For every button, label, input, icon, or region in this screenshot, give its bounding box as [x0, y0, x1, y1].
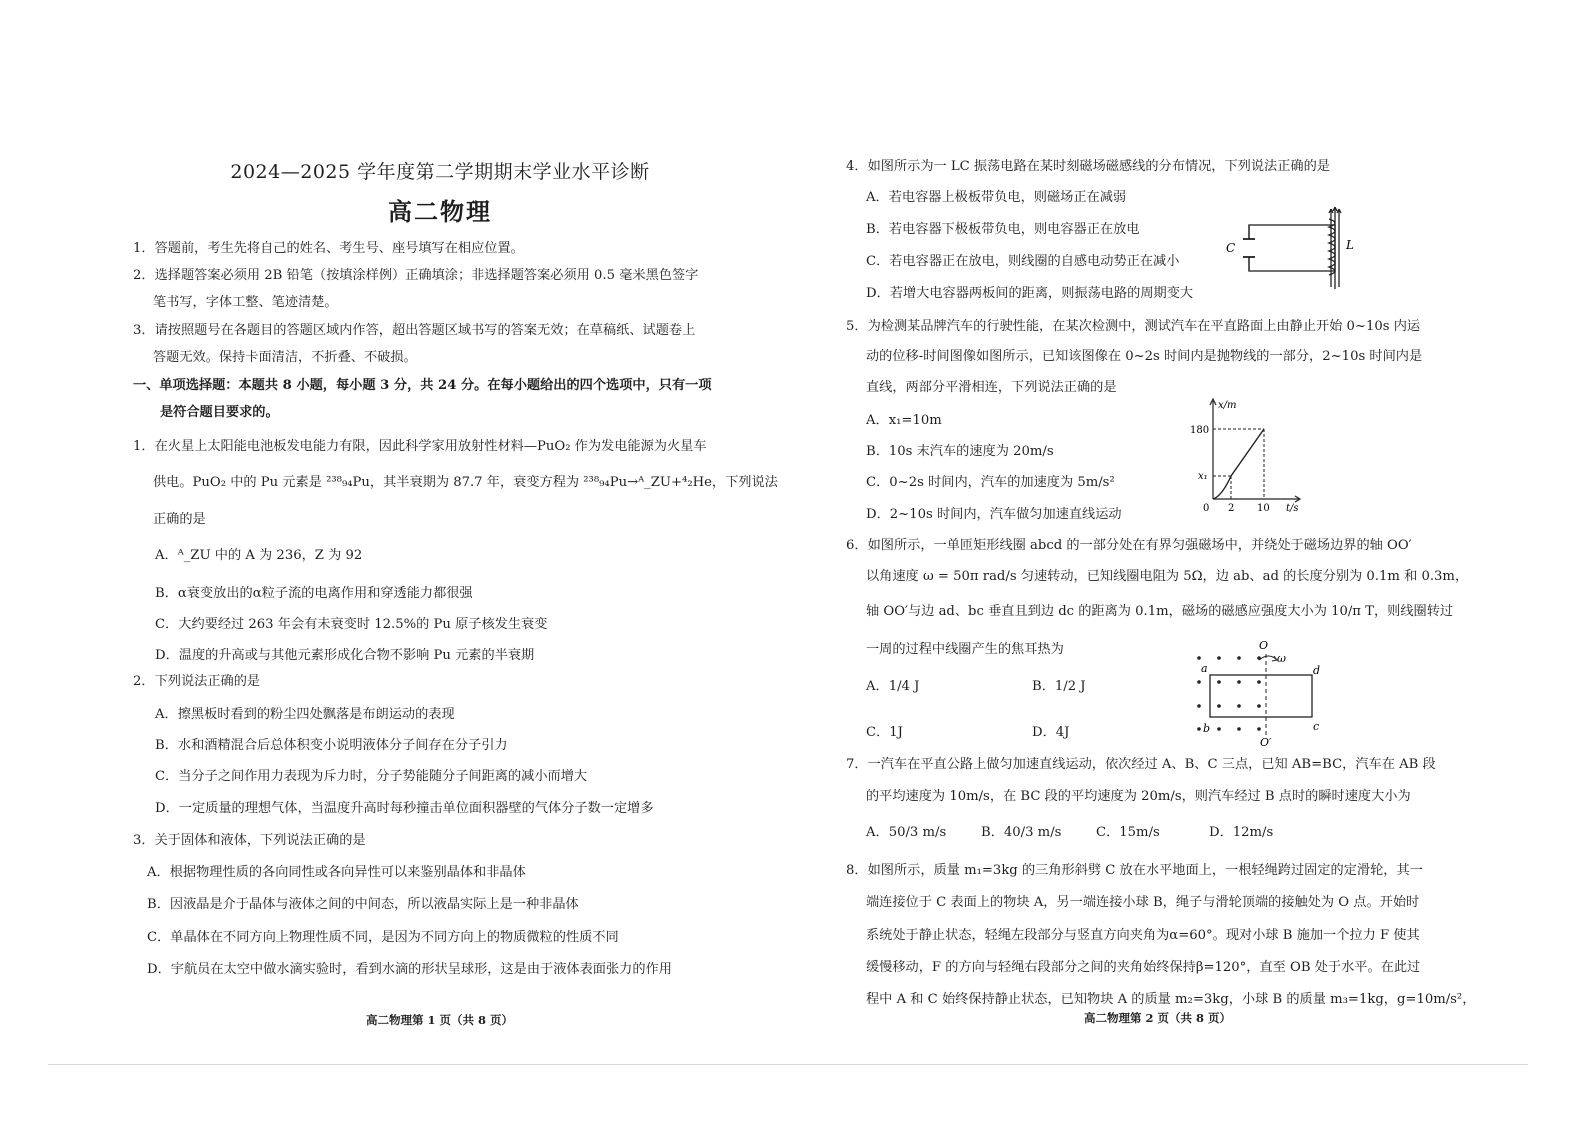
q5-stem-1: 5．为检测某品牌汽车的行驶性能，在某次检测中，测试汽车在平直路面上由静止开始 0~10s 内运: [846, 319, 1421, 334]
coil-figure: [1189, 638, 1329, 750]
section-heading-cont: 是符合题目要求的。: [160, 405, 279, 420]
xt-graph-figure: [1189, 395, 1304, 513]
corner-d-label: d: [1313, 664, 1321, 677]
q3-option-b: B．因液晶是介于晶体与液体之间的中间态，所以液晶实际上是一种非晶体: [147, 897, 579, 912]
graph-x-10: 10: [1257, 503, 1270, 513]
q8-stem-4: 缓慢移动，F 的方向与轻绳右段部分之间的夹角始终保持β=120°，直至 OB 处于水平。在此过: [866, 960, 1421, 975]
graph-origin: 0: [1203, 503, 1210, 513]
lc-circuit-figure: [1224, 205, 1374, 295]
q7-option-a: A．50/3 m/s: [866, 825, 947, 840]
q1-option-a: A．ᴬ_ZU 中的 A 为 236，Z 为 92: [155, 548, 363, 563]
q1-option-b: B．α衰变放出的α粒子流的电离作用和穿透能力都很强: [155, 586, 473, 601]
q6-stem-2: 以角速度 ω = 50π rad/s 匀速转动，已知线圈电阻为 5Ω，边 ab、ad 的长度分别为 0.1m 和 0.3m，: [866, 569, 1469, 584]
q1-option-c: C．大约要经过 263 年会有未衰变时 12.5%的 Pu 原子核发生衰变: [155, 617, 548, 632]
note-2: 2．选择题答案必须用 2B 铅笔（按填涂样例）正确填涂；非选择题答案必须用 0.5 毫米黑色签字: [133, 268, 699, 283]
q2-option-b: B．水和酒精混合后总体积变小说明液体分子间存在分子引力: [155, 738, 508, 753]
q6-option-d: D．4J: [1032, 725, 1070, 740]
section-heading: 一、单项选择题：本题共 8 小题，每小题 3 分，共 24 分。在每小题给出的四个选项中，只有一项: [133, 378, 712, 393]
omega-label: ω: [1277, 652, 1286, 665]
axis-o-label: O: [1259, 639, 1269, 652]
q2-option-c: C．当分子之间作用力表现为斥力时，分子势能随分子间距离的减小而增大: [155, 769, 588, 784]
q3-stem: 3．关于固体和液体，下列说法正确的是: [133, 833, 366, 848]
graph-y-x1: x₁: [1198, 471, 1208, 482]
q5-option-d: D．2~10s 时间内，汽车做匀加速直线运动: [866, 507, 1122, 522]
capacitor-label: C: [1226, 241, 1236, 255]
q5-option-b: B．10s 末汽车的速度为 20m/s: [866, 444, 1054, 459]
axis-o-prime-label: O′: [1260, 736, 1272, 749]
q2-stem: 2．下列说法正确的是: [133, 674, 261, 689]
inductor-label: L: [1346, 238, 1354, 252]
q7-option-b: B．40/3 m/s: [981, 825, 1062, 840]
note-1: 1．答题前，考生先将自己的姓名、考生号、座号填写在相应位置。: [133, 241, 524, 256]
corner-a-label: a: [1201, 662, 1208, 675]
q6-stem-4: 一周的过程中线圈产生的焦耳热为: [866, 642, 1064, 657]
q5-stem-3: 直线，两部分平滑相连，下列说法正确的是: [866, 380, 1117, 395]
note-3: 3．请按照题号在各题目的答题区域内作答，超出答题区域书写的答案无效；在草稿纸、试题卷上: [133, 323, 696, 338]
graph-y-180: 180: [1190, 425, 1210, 436]
q7-stem-1: 7．一汽车在平直公路上做匀加速直线运动，依次经过 A、B、C 三点，已知 AB=BC，汽车在 AB 段: [846, 757, 1436, 772]
note-3-cont: 答题无效。保持卡面清洁，不折叠、不破损。: [153, 350, 417, 365]
q4-stem: 4．如图所示为一 LC 振荡电路在某时刻磁场磁感线的分布情况，下列说法正确的是: [846, 159, 1330, 174]
q7-stem-2: 的平均速度为 10m/s，在 BC 段的平均速度为 20m/s，则汽车经过 B 点时的瞬时速度大小为: [866, 789, 1411, 804]
page-footer-2: 高二物理第 2 页（共 8 页）: [1084, 1011, 1232, 1025]
q7-option-d: D．12m/s: [1209, 825, 1274, 840]
q3-option-d: D．宇航员在太空中做水滴实验时，看到水滴的形状呈球形，这是由于液体表面张力的作用: [147, 962, 672, 977]
q4-option-c: C．若电容器正在放电，则线圈的自感电动势正在减小: [866, 254, 1180, 269]
note-2-cont: 笔书写，字体工整、笔迹清楚。: [153, 295, 338, 310]
bottom-divider: [48, 1064, 1528, 1065]
page-footer-1: 高二物理第 1 页（共 8 页）: [366, 1013, 514, 1027]
q1-stem-3: 正确的是: [153, 512, 206, 527]
q1-option-d: D．温度的升高或与其他元素形成化合物不影响 Pu 元素的半衰期: [155, 648, 535, 663]
exam-title: 2024—2025 学年度第二学期期末学业水平诊断: [230, 161, 650, 183]
subject-title: 高二物理: [388, 198, 492, 226]
graph-x-label: t/s: [1286, 503, 1299, 513]
q6-stem-1: 6．如图所示，一单匝矩形线圈 abcd 的一部分处在有界匀强磁场中，并绕处于磁场边界的轴 OO′: [846, 538, 1412, 553]
corner-b-label: b: [1203, 722, 1211, 735]
q4-option-d: D．若增大电容器两板间的距离，则振荡电路的周期变大: [866, 286, 1194, 301]
q8-stem-5: 程中 A 和 C 始终保持静止状态，已知物块 A 的质量 m₂=3kg，小球 B 的质量 m₃=1kg，g=10m/s²，: [866, 992, 1476, 1007]
q2-option-a: A．擦黑板时看到的粉尘四处飘落是布朗运动的表现: [155, 707, 455, 722]
corner-c-label: c: [1313, 720, 1320, 733]
graph-x-2: 2: [1228, 503, 1235, 513]
q8-stem-1: 8．如图所示，质量 m₁=3kg 的三角形斜劈 C 放在水平地面上，一根轻绳跨过固定的定滑轮，其一: [846, 863, 1423, 878]
graph-y-label: x/m: [1218, 400, 1237, 411]
q6-option-c: C．1J: [866, 725, 903, 740]
q8-stem-3: 系统处于静止状态，轻绳左段部分与竖直方向夹角为α=60°。现对小球 B 施加一个拉力 F 使其: [866, 928, 1420, 943]
q5-stem-2: 动的位移-时间图像如图所示，已知该图像在 0~2s 时间内是抛物线的一部分，2~10s 时间内是: [866, 349, 1423, 364]
q3-option-c: C．单晶体在不同方向上物理性质不同，是因为不同方向上的物质微粒的性质不同: [147, 930, 619, 945]
q1-stem-2: 供电。PuO₂ 中的 Pu 元素是 ²³⁸₉₄Pu，其半衰期为 87.7 年，衰变方程为 ²³⁸₉₄Pu→ᴬ_ZU+⁴₂He，下列说法: [153, 475, 778, 490]
q4-option-a: A．若电容器上极板带负电，则磁场正在减弱: [866, 190, 1127, 205]
q2-option-d: D．一定质量的理想气体，当温度升高时每秒撞击单位面积器壁的气体分子数一定增多: [155, 801, 654, 816]
q4-option-b: B．若电容器下极板带负电，则电容器正在放电: [866, 222, 1140, 237]
q6-option-a: A．1/4 J: [866, 679, 920, 694]
q3-option-a: A．根据物理性质的各向同性或各向异性可以来鉴别晶体和非晶体: [147, 865, 526, 880]
right-page: [794, 0, 1588, 1123]
q6-stem-3: 轴 OO′与边 ad、bc 垂直且到边 dc 的距离为 0.1m，磁场的磁感应强度大小为 10/π T，则线圈转过: [866, 604, 1454, 619]
q6-option-b: B．1/2 J: [1032, 679, 1086, 694]
q5-option-c: C．0~2s 时间内，汽车的加速度为 5m/s²: [866, 475, 1115, 490]
q8-stem-2: 端连接位于 C 表面上的物块 A，另一端连接小球 B，绳子与滑轮顶端的接触处为 O 点。开始时: [866, 895, 1420, 910]
q5-option-a: A．x₁=10m: [866, 413, 942, 428]
q7-option-c: C．15m/s: [1096, 825, 1160, 840]
q1-stem-1: 1．在火星上太阳能电池板发电能力有限，因此科学家用放射性材料—PuO₂ 作为发电能源为火星车: [133, 439, 707, 454]
